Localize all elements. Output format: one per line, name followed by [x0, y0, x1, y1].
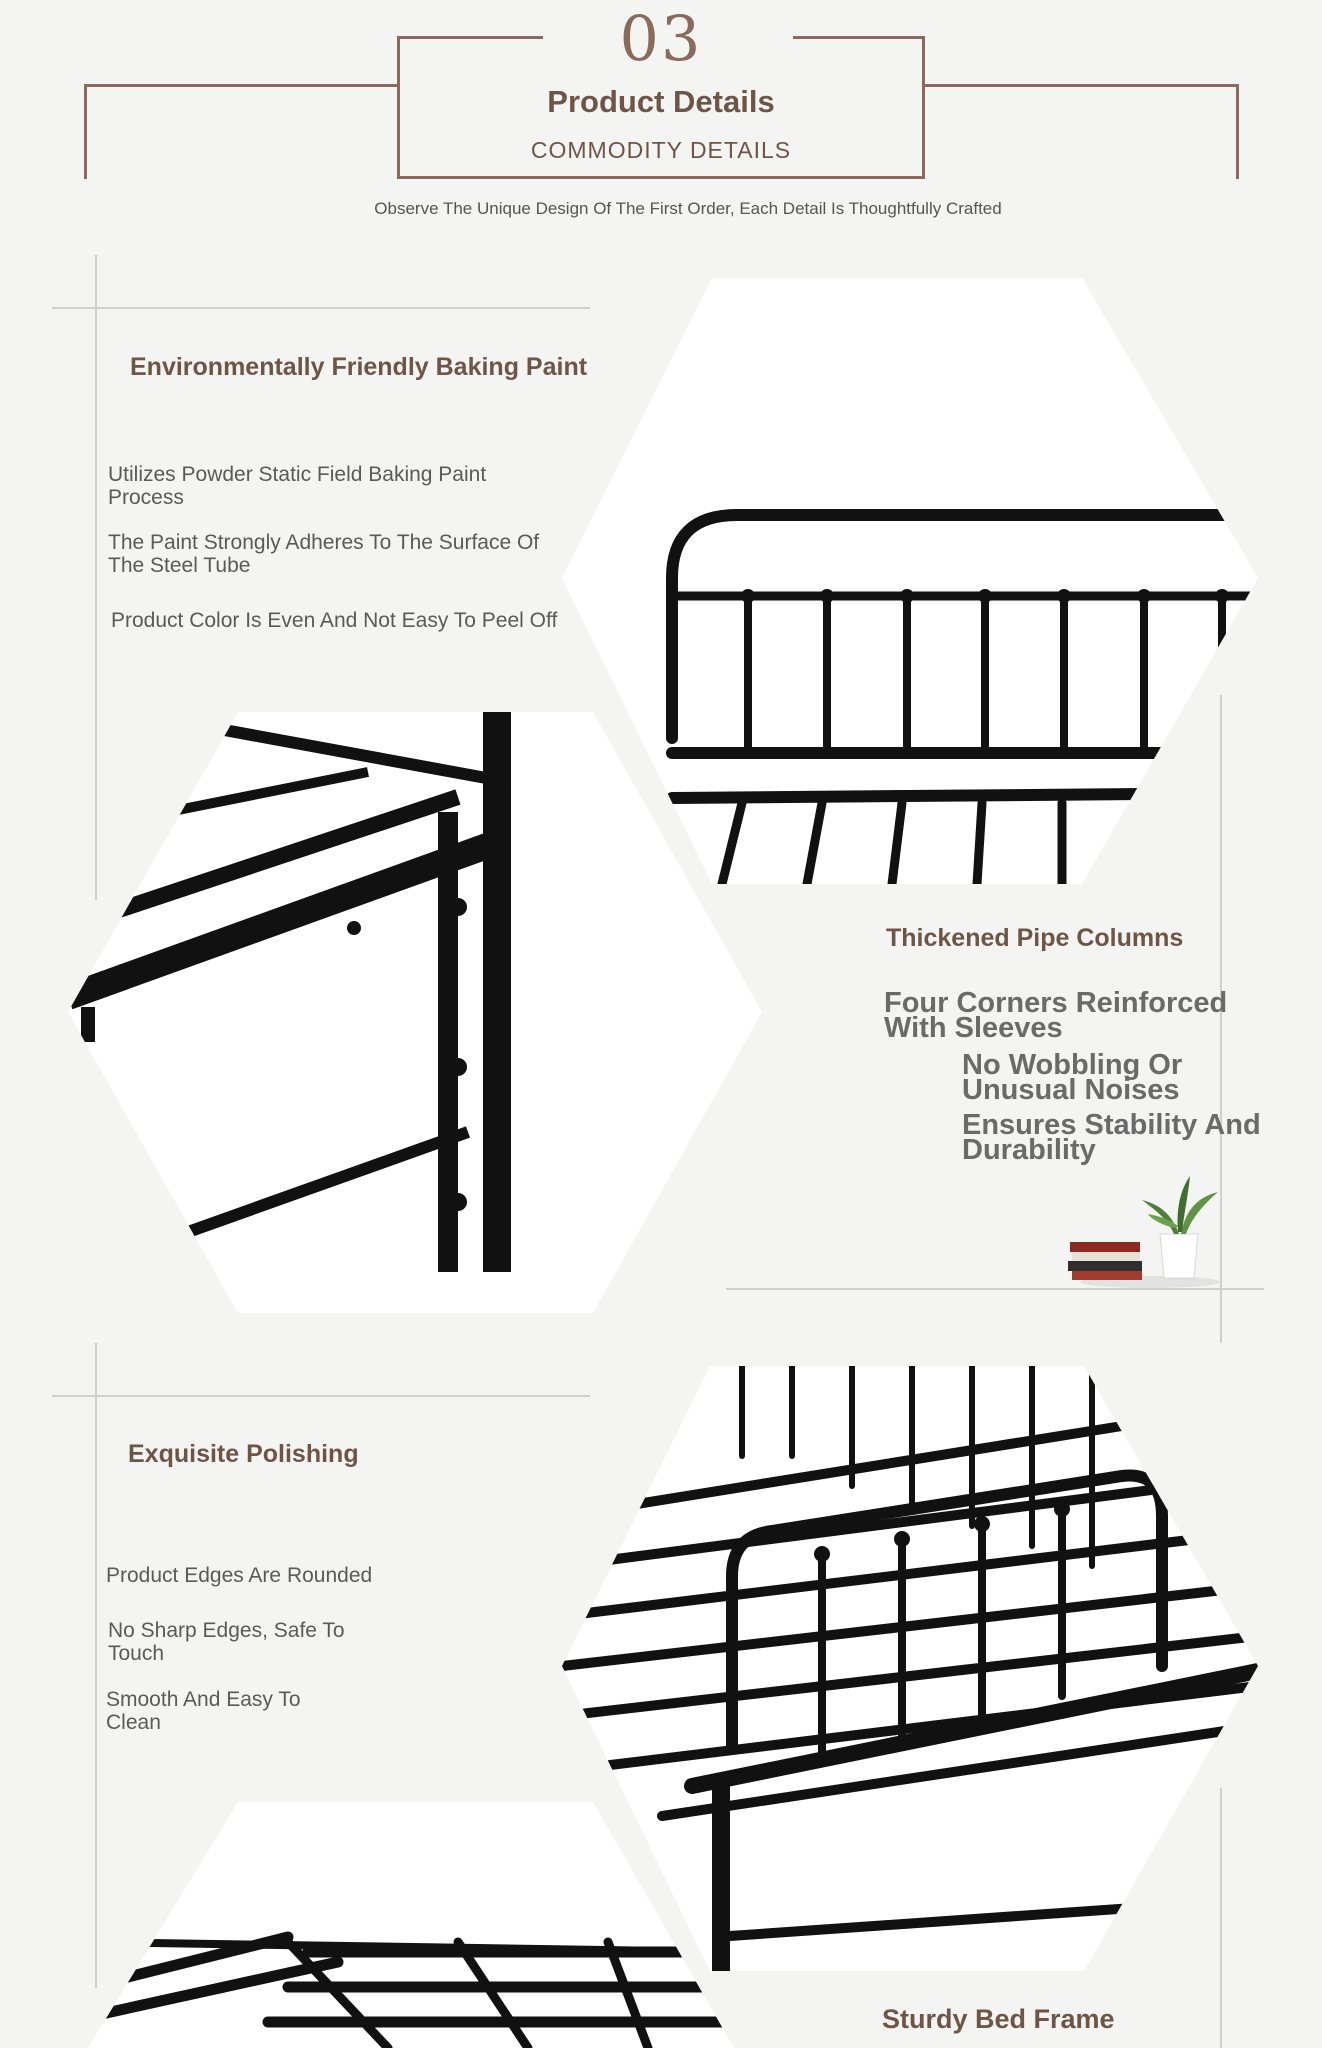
section4-vertical-rule	[1220, 1788, 1222, 2048]
section1-title: Environmentally Friendly Baking Paint	[130, 353, 588, 381]
page-title: Product Details	[547, 84, 775, 119]
section3-line-3: Smooth And Easy To Clean	[106, 1688, 301, 1734]
pipe-column-detail-image	[68, 712, 762, 1313]
section1-line-2: The Paint Strongly Adheres To The Surface Of The Steel Tube	[108, 531, 540, 577]
section3-horizontal-rule	[52, 1395, 590, 1397]
page-subtitle: COMMODITY DETAILS	[530, 137, 792, 163]
section1-horizontal-rule	[52, 307, 590, 309]
bed-slats-image	[88, 1802, 734, 2048]
section1-line-3: Product Color Is Even And Not Easy To Peel Off	[111, 609, 558, 632]
section3-line-1: Product Edges Are Rounded	[106, 1564, 373, 1587]
section2-line-3: Ensures Stability And Durability	[962, 1109, 1261, 1166]
section2-line-1: Four Corners Reinforced With Sleeves	[884, 987, 1228, 1044]
section2-title: Thickened Pipe Columns	[886, 924, 1184, 952]
page-tagline: Observe The Unique Design Of The First Order, Each Detail Is Thoughtfully Crafted	[374, 199, 1002, 218]
plant-books-decoration	[1060, 1170, 1230, 1292]
section2-line-2: No Wobbling Or Unusual Noises	[962, 1049, 1183, 1106]
section3-line-2: No Sharp Edges, Safe To Touch	[108, 1619, 345, 1665]
section1-line-1: Utilizes Powder Static Field Baking Paint Process	[108, 463, 487, 509]
header-box-bottom	[397, 176, 925, 179]
section-number: 03	[619, 2, 703, 75]
section3-title: Exquisite Polishing	[128, 1440, 359, 1468]
section4-title: Sturdy Bed Frame	[882, 2004, 1115, 2034]
